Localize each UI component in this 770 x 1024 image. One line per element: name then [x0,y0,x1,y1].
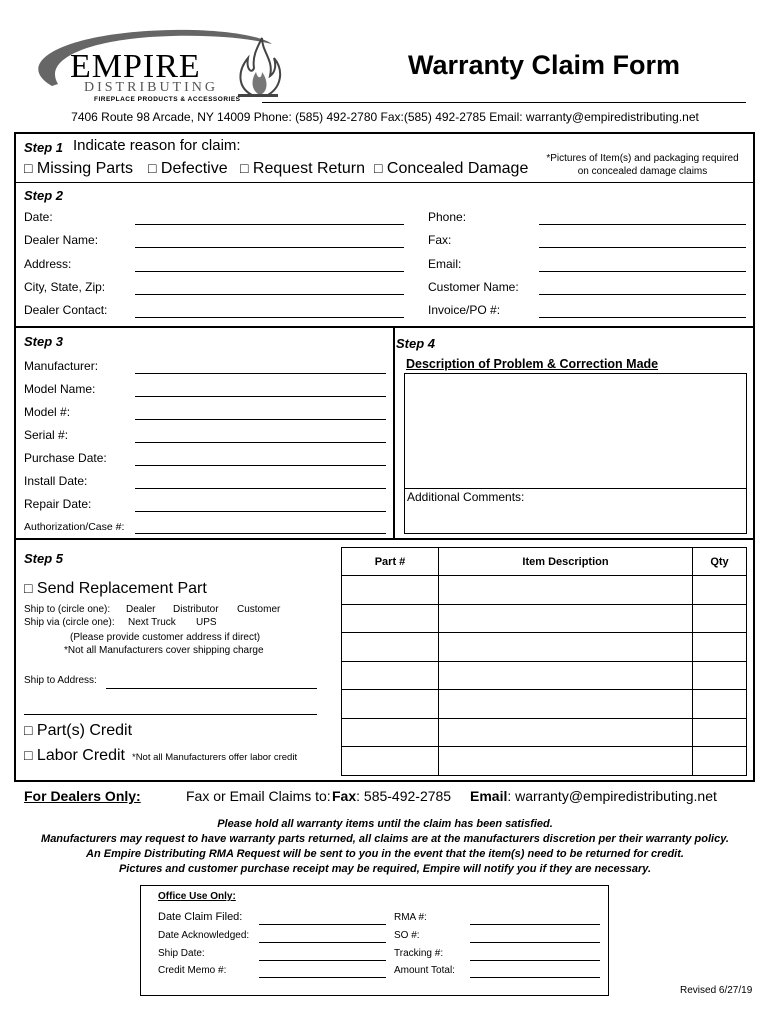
field-model-name[interactable] [135,396,386,397]
dealers-email: Email: warranty@empiredistributing.net [470,788,717,804]
qty-cell[interactable] [692,632,747,662]
item-description-cell[interactable] [438,689,693,719]
option-request-return[interactable]: □ Request Return [240,160,365,177]
option-missing-parts[interactable]: □ Missing Parts [24,160,133,177]
header-item-description: Item Description [438,547,693,576]
page-title: Warranty Claim Form [408,50,681,80]
field-date-acknowledged[interactable] [259,942,386,943]
qty-cell[interactable] [692,661,747,691]
field-phone[interactable] [539,224,746,225]
label-fax: Fax: [428,233,452,247]
field-tracking[interactable] [470,960,600,961]
item-description-cell[interactable] [438,661,693,691]
label-install-date: Install Date: [24,474,88,488]
part-number-cell[interactable] [341,689,439,719]
label-ship-to-address: Ship to Address: [24,675,97,686]
ship-via-row: Ship via (circle one): Next Truck UPS [24,617,217,628]
label-purchase-date: Purchase Date: [24,451,107,465]
label-date: Date: [24,210,53,224]
note-line: An Empire Distributing RMA Request will be sent to you in the event that the item(s) need to be returned for credit. [86,848,684,860]
step1-label: Step 1 [24,140,64,155]
field-email[interactable] [539,271,746,272]
field-amount-total[interactable] [470,977,600,978]
label-city-state-zip: City, State, Zip: [24,280,106,294]
part-number-cell[interactable] [341,661,439,691]
field-repair-date[interactable] [135,511,386,512]
option-labor-credit[interactable]: □ Labor Credit [24,747,125,764]
revised-date: Revised 6/27/19 [680,985,753,996]
label-invoice-po: Invoice/PO #: [428,303,501,317]
logo-sub: DISTRIBUTING [84,80,218,95]
field-city-state-zip[interactable] [135,294,404,295]
header-qty: Qty [692,547,747,576]
step1-divider [14,182,755,183]
field-manufacturer[interactable] [135,373,386,374]
label-phone: Phone: [428,210,467,224]
label-credit-memo: Credit Memo #: [158,965,227,976]
field-authorization-case[interactable] [135,533,386,534]
label-dealer-contact: Dealer Contact: [24,303,108,317]
concealed-damage-note: *Pictures of Item(s) and packaging required on concealed damage claims [546,153,739,177]
qty-cell[interactable] [692,575,747,605]
field-date-claim-filed[interactable] [259,924,386,925]
step5-label: Step 5 [24,551,64,566]
label-rma: RMA #: [394,912,427,923]
step3-label: Step 3 [24,334,64,349]
label-customer-name: Customer Name: [428,280,519,294]
label-tracking: Tracking #: [394,948,444,959]
step2-label: Step 2 [24,188,64,203]
part-number-cell[interactable] [341,718,439,748]
logo-tagline: FIREPLACE PRODUCTS & ACCESSORIES [94,96,241,103]
label-email: Email: [428,257,462,271]
customer-address-note: (Please provide customer address if direct) [70,632,261,643]
note-line: Pictures and customer purchase receipt may be required, Empire will notify you if they are necessary. [118,863,652,875]
label-model-name: Model Name: [24,382,96,396]
step4-label: Step 4 [396,336,436,351]
step1-prompt: Indicate reason for claim: [73,137,241,154]
part-number-cell[interactable] [341,632,439,662]
ship-to-row: Ship to (circle one): Dealer Distributor Customer [24,604,281,615]
label-dealer-name: Dealer Name: [24,233,99,247]
warranty-notes [0,817,770,877]
field-purchase-date[interactable] [135,465,386,466]
labor-credit-note: *Not all Manufacturers offer labor credit [132,752,298,763]
field-so[interactable] [470,942,600,943]
item-description-cell[interactable] [438,604,693,634]
qty-cell[interactable] [692,689,747,719]
ship-to-customer[interactable]: Customer [237,604,281,615]
header-part-number: Part # [341,547,439,576]
dealers-only-label: For Dealers Only: [24,788,141,804]
item-description-cell[interactable] [438,718,693,748]
field-credit-memo[interactable] [259,977,386,978]
label-amount-total: Amount Total: [394,965,455,976]
option-send-replacement[interactable]: □ Send Replacement Part [24,580,207,597]
contact-address: 7406 Route 98 Arcade, NY 14009 Phone: (585) 492-2780 Fax:(585) 492-2785 Email: warranty@empiredistributing.net [71,110,699,124]
item-description-cell[interactable] [438,746,693,776]
label-so: SO #: [394,930,420,941]
field-invoice-po[interactable] [539,317,746,318]
field-dealer-contact[interactable] [135,317,404,318]
header-rule [262,102,746,103]
field-ship-to-address-2[interactable] [24,714,317,715]
label-manufacturer: Manufacturer: [24,359,99,373]
qty-cell[interactable] [692,746,747,776]
label-serial-number: Serial #: [24,428,69,442]
note-line: Please hold all warranty items until the claim has been satisfied. [217,818,553,830]
option-defective[interactable]: □ Defective [148,160,228,177]
label-ship-date: Ship Date: [158,948,205,959]
qty-cell[interactable] [692,718,747,748]
shipping-charge-note: *Not all Manufacturers cover shipping charge [64,645,264,656]
field-install-date[interactable] [135,488,386,489]
label-authorization-case: Authorization/Case #: [24,521,125,533]
problem-description-heading: Description of Problem & Correction Made [406,357,659,371]
item-description-cell[interactable] [438,575,693,605]
field-date[interactable] [135,224,404,225]
field-dealer-name[interactable] [135,247,404,248]
part-number-cell[interactable] [341,575,439,605]
label-repair-date: Repair Date: [24,497,92,511]
ship-to-dealer[interactable]: Dealer [126,604,156,615]
item-description-cell[interactable] [438,632,693,662]
empire-logo [22,28,282,106]
label-date-claim-filed: Date Claim Filed: [158,911,243,923]
field-ship-date[interactable] [259,960,386,961]
qty-cell[interactable] [692,604,747,634]
field-model-number[interactable] [135,419,386,420]
option-concealed-damage[interactable]: □ Concealed Damage [374,160,529,177]
label-model-number: Model #: [24,405,71,419]
flame-icon [238,38,280,97]
logo-brand: EMPIRE [70,48,201,85]
label-address: Address: [24,257,72,271]
part-number-cell[interactable] [341,746,439,776]
field-customer-name[interactable] [539,294,746,295]
ship-via-next-truck[interactable]: Next Truck [128,617,176,628]
part-number-cell[interactable] [341,604,439,634]
field-fax[interactable] [539,247,746,248]
office-use-title: Office Use Only: [158,891,236,902]
ship-via-ups[interactable]: UPS [196,617,217,628]
ship-to-distributor[interactable]: Distributor [173,604,219,615]
field-address[interactable] [135,271,404,272]
label-date-acknowledged: Date Acknowledged: [158,930,250,941]
problem-description-area[interactable] [404,373,747,489]
additional-comments-label: Additional Comments: [407,490,525,504]
field-ship-to-address[interactable] [106,688,317,689]
dealers-fax: Fax: 585-492-2785 [332,788,452,804]
fax-email-instruction: Fax or Email Claims to: [186,788,331,804]
field-serial-number[interactable] [135,442,386,443]
field-rma[interactable] [470,924,600,925]
option-parts-credit[interactable]: □ Part(s) Credit [24,722,133,739]
note-line: Manufacturers may request to have warranty parts returned, all claims are at the manufacturers discretion per their warranty policy. [41,833,729,845]
